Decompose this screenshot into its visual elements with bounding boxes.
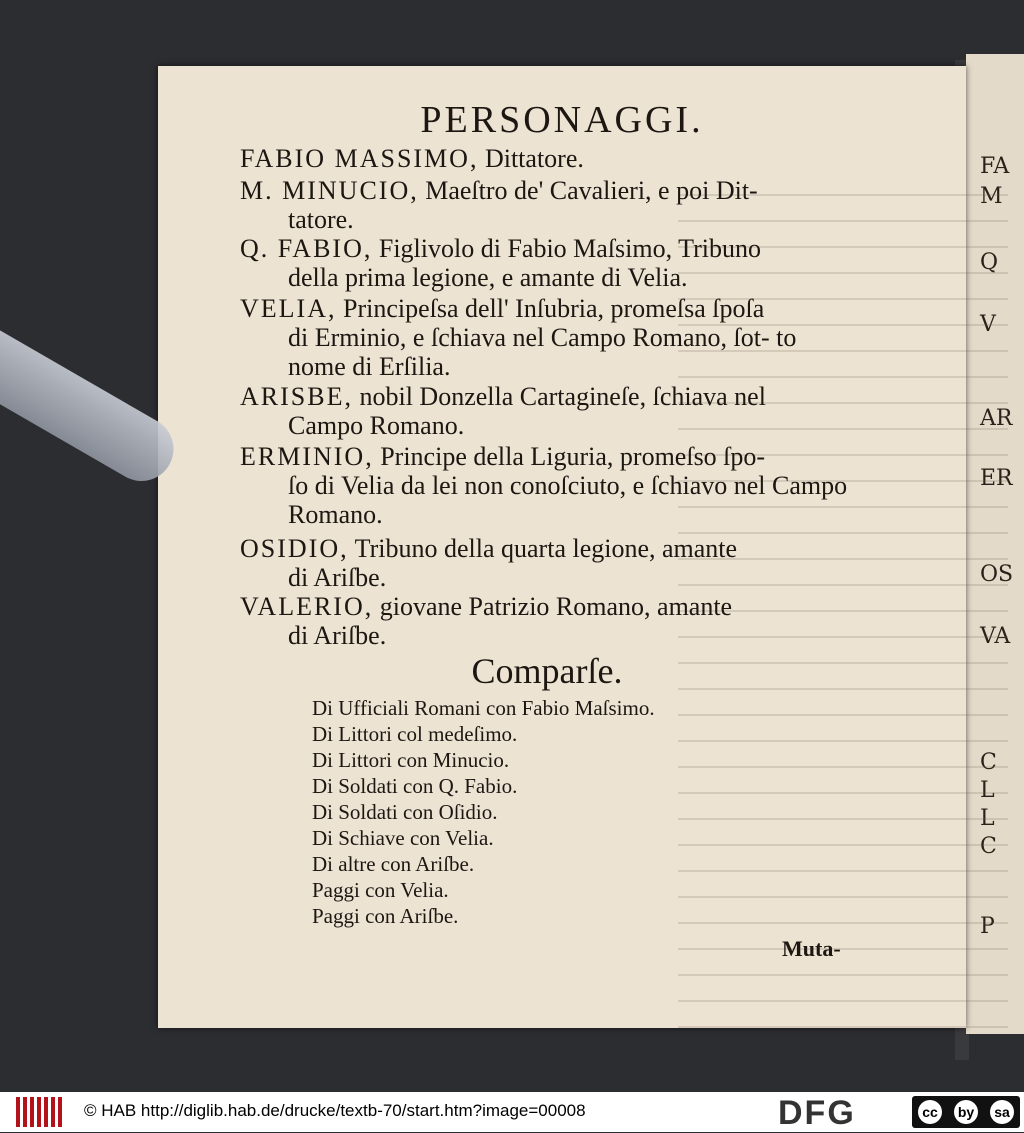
character-entry	[240, 294, 860, 381]
sa-icon: sa	[990, 1100, 1014, 1124]
facing-page-fragment: VA	[980, 624, 1011, 649]
comparse-item: Di Soldati con Oſidio.	[312, 800, 498, 824]
comparse-item: Di Littori con Minucio.	[312, 748, 510, 772]
comparse-item: Di Littori col medeſimo.	[312, 722, 518, 746]
comparse-item: Di Ufficiali Romani con Fabio Maſsimo.	[312, 696, 655, 720]
facing-page-fragment: C	[980, 750, 997, 775]
facing-page-fragment: P	[980, 914, 995, 939]
character-description: Maeſtro de' Cavalieri, e poi Dit-	[425, 176, 758, 205]
by-icon: by	[954, 1100, 978, 1124]
facing-page-fragment: OS	[980, 562, 1014, 587]
facing-page-fragment: V	[980, 312, 996, 337]
comparse-item: Di Schiave con Velia.	[312, 826, 494, 850]
character-description: nobil Donzella Cartagineſe, ſchiava nel	[359, 382, 766, 411]
facing-page-fragment: ER	[980, 466, 1013, 491]
character-name: ARISBE,	[240, 382, 353, 411]
comparse-item: Di Soldati con Q. Fabio.	[312, 774, 518, 798]
comparse-heading: Comparſe.	[471, 651, 623, 691]
character-entry	[240, 234, 860, 292]
character-description: giovane Patrizio Romano, amante	[379, 592, 733, 621]
character-description: Principe della Liguria, promeſso ſpo-	[380, 442, 766, 471]
character-description-cont: tatore.	[288, 205, 354, 234]
character-description-cont: della prima legione, e amante di Velia.	[288, 263, 688, 292]
cc-license-badge[interactable]	[912, 1096, 1020, 1128]
character-description: Principeſsa dell' Inſubria, promeſsa ſpoſa	[342, 294, 765, 323]
facing-page-fragment: L	[980, 806, 995, 831]
facing-page-fragment: M	[980, 184, 1003, 209]
footer-bar	[0, 1092, 1024, 1132]
character-description: Tribuno della quarta legione, amante	[354, 534, 738, 563]
hab-logo-icon[interactable]	[16, 1097, 66, 1127]
comparse-item: Di altre con Ariſbe.	[312, 852, 475, 876]
character-description-cont: Campo Romano.	[288, 411, 465, 440]
facing-page-fragment: Q	[980, 250, 999, 275]
character-description-cont: di Ariſbe.	[288, 621, 387, 650]
dfg-logo[interactable]: DFG	[778, 1094, 856, 1132]
facing-page-fragment: C	[980, 834, 997, 859]
character-description: Dittatore.	[484, 144, 584, 173]
facing-page-fragment: FA	[980, 154, 1010, 179]
character-name: M. MINUCIO,	[240, 176, 419, 205]
character-name: Q. FABIO,	[240, 234, 373, 263]
source-link[interactable]: © HAB http://diglib.hab.de/drucke/textb-70/start.htm?image=00008	[84, 1101, 586, 1120]
facing-page-fragment: AR	[980, 406, 1013, 431]
catchword: Muta-	[782, 936, 841, 961]
character-name: FABIO MASSIMO,	[240, 144, 479, 173]
character-description: Figlivolo di Fabio Maſsimo, Tribuno	[378, 234, 761, 263]
cc-icon: cc	[918, 1100, 942, 1124]
facing-page-fragment: L	[980, 778, 995, 803]
character-description-cont: ſo di Velia da lei non conoſciuto, e ſchiavo nel Campo Romano.	[288, 471, 848, 529]
comparse-item: Paggi con Velia.	[312, 878, 449, 902]
character-name: VELIA,	[240, 294, 337, 323]
character-entry	[240, 176, 860, 234]
character-entry	[240, 144, 860, 173]
character-name: ERMINIO,	[240, 442, 374, 471]
comparse-item: Paggi con Ariſbe.	[312, 904, 459, 928]
character-entry	[240, 534, 860, 592]
character-description-cont: di Ariſbe.	[288, 563, 387, 592]
character-entry	[240, 442, 860, 529]
character-description-cont: di Erminio, e ſchiava nel Campo Romano, ſot- to nome di Erſilia.	[288, 323, 797, 381]
character-name: VALERIO,	[240, 592, 374, 621]
page-title: PERSONAGGI.	[420, 99, 704, 141]
character-entry	[240, 592, 860, 650]
character-name: OSIDIO,	[240, 534, 349, 563]
character-entry	[240, 382, 860, 440]
